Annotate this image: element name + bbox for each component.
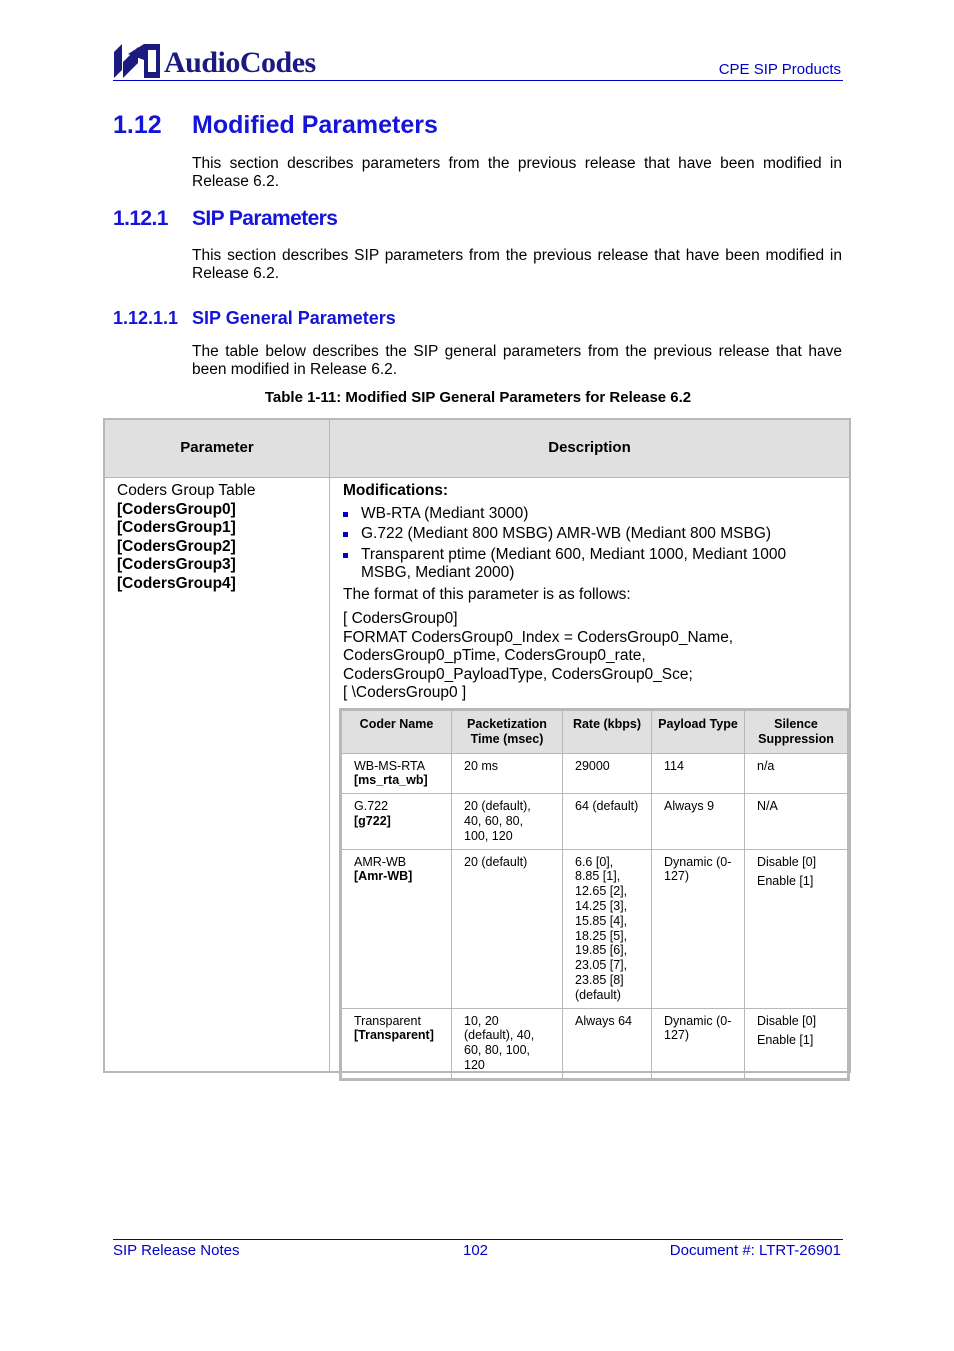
format-intro: The format of this parameter is as follows: [343, 585, 631, 603]
bullet-icon [343, 532, 348, 537]
coders-table [339, 708, 850, 1081]
coders-header-row [341, 710, 849, 754]
format-line: [ \CodersGroup0 ] [343, 684, 467, 701]
ini-name: [CodersGroup4] [117, 574, 236, 592]
subsection-title: SIP Parameters [192, 207, 338, 230]
coder-name: AMR-WB [354, 854, 407, 869]
col-header: Silence Suppression [745, 710, 849, 754]
col-header: Payload Type [652, 710, 745, 754]
section-title: Modified Parameters [192, 111, 438, 139]
coder-ini: [Transparent] [354, 1028, 434, 1043]
col-header: Coder Name [341, 710, 452, 754]
column-divider [329, 420, 330, 1071]
page-number: 102 [463, 1242, 489, 1259]
silence-cell [745, 794, 849, 849]
header-parameter: Parameter [180, 439, 254, 456]
payload-cell: 114 [652, 753, 745, 794]
ini-name: [CodersGroup2] [117, 537, 236, 555]
table-caption: Table 1-11: Modified SIP General Parameters for Release 6.2 [264, 389, 692, 406]
silence-value: Disable [0] [757, 1013, 817, 1028]
ptime-cell: 10, 20 (default), 40, 60, 80, 100, 120 [452, 1008, 563, 1079]
table-row [341, 849, 849, 1008]
header-description: Description [548, 439, 631, 456]
audiocodes-logo-icon [114, 44, 160, 78]
subsubsection-heading [113, 308, 396, 329]
coder-ini: [g722] [354, 813, 391, 828]
subsection-heading [113, 207, 337, 231]
col-header: Rate (kbps) [563, 710, 652, 754]
logo-wordmark: AudioCodes [164, 46, 316, 79]
coder-name: WB-MS-RTA [354, 758, 426, 773]
payload-cell: Dynamic (0-127) [652, 849, 745, 1008]
silence-value: n/a [757, 758, 775, 773]
format-line: FORMAT CodersGroup0_Index = CodersGroup0_Name, CodersGroup0_pTime, CodersGroup0_rate, CodersGroup0_PayloadType, CodersGroup0_Sce; [343, 628, 734, 683]
format-line: [ CodersGroup0] [343, 610, 458, 627]
silence-value: Enable [1] [757, 1033, 814, 1048]
subsection-number: 1.12.1 [113, 207, 168, 230]
rate-cell: 29000 [563, 753, 652, 794]
list-item-text: G.722 (Mediant 800 MSBG) AMR-WB (Mediant 800 MSBG) [361, 525, 772, 542]
ptime-cell: 20 (default) [452, 849, 563, 1008]
ini-name: [CodersGroup0] [117, 500, 236, 518]
description-cell [343, 482, 823, 703]
list-item [343, 525, 823, 544]
subsection-intro: This section describes SIP parameters from the previous release that have been modified in Release 6.2. [192, 247, 842, 282]
parameter-cell [117, 482, 255, 593]
list-item [343, 546, 823, 583]
modifications-list [343, 505, 823, 583]
ptime-cell: 20 (default), 40, 60, 80, 100, 120 [452, 794, 563, 849]
rate-cell: Always 64 [563, 1008, 652, 1079]
subsubsection-number: 1.12.1.1 [113, 308, 179, 328]
subsubsection-intro: The table below describes the SIP general parameters from the previous release that have been modified in Release 6.2. [192, 343, 842, 378]
silence-cell [745, 753, 849, 794]
payload-cell: Always 9 [652, 794, 745, 849]
parameters-table [103, 418, 851, 1073]
coder-name-cell [341, 1008, 452, 1079]
coder-name: G.722 [354, 799, 389, 814]
bullet-icon [343, 512, 348, 517]
section-heading [113, 111, 438, 140]
list-item [343, 505, 823, 524]
payload-cell: Dynamic (0-127) [652, 1008, 745, 1079]
coder-ini: [Amr-WB] [354, 869, 413, 884]
header-divider [113, 80, 843, 81]
footer-doc-number: Document #: LTRT-26901 [669, 1242, 841, 1259]
rate-cell: 64 (default) [563, 794, 652, 849]
bullet-icon [343, 553, 348, 558]
footer-doc-title: SIP Release Notes [113, 1242, 240, 1259]
silence-value: N/A [757, 799, 778, 814]
subsubsection-title: SIP General Parameters [192, 308, 396, 328]
header-product-name: CPE SIP Products [718, 61, 841, 78]
silence-cell [745, 849, 849, 1008]
coder-name-cell [341, 753, 452, 794]
coder-name: Transparent [354, 1013, 421, 1028]
audiocodes-logo [114, 44, 316, 78]
parameter-name: Coders Group Table [117, 482, 256, 499]
coder-name-cell [341, 849, 452, 1008]
ini-name: [CodersGroup3] [117, 556, 236, 573]
coder-name-cell [341, 794, 452, 849]
silence-value: Disable [0] [757, 854, 817, 869]
footer-divider [113, 1239, 843, 1240]
silence-value: Enable [1] [757, 874, 814, 889]
modifications-label: Modifications: [343, 482, 449, 499]
list-item-text: WB-RTA (Mediant 3000) [361, 504, 529, 522]
table-row [341, 1008, 849, 1079]
rate-cell: 6.6 [0], 8.85 [1], 12.65 [2], 14.25 [3], 15.85 [4], 18.25 [5], 19.85 [6], 23.05 [7], 23.85 [8] (default) [563, 849, 652, 1008]
table-row [341, 794, 849, 849]
ptime-cell: 20 ms [452, 753, 563, 794]
coder-ini: [ms_rta_wb] [354, 773, 428, 788]
col-header: Packetization Time (msec) [452, 710, 563, 754]
silence-cell [745, 1008, 849, 1079]
ini-name: [CodersGroup1] [117, 519, 236, 536]
list-item-text: Transparent ptime (Mediant 600, Mediant 1000, Mediant 1000 MSBG, Mediant 2000) [361, 545, 787, 581]
section-number: 1.12 [113, 111, 162, 139]
table-row [341, 753, 849, 794]
section-intro: This section describes parameters from the previous release that have been modified in Release 6.2. [192, 155, 842, 190]
